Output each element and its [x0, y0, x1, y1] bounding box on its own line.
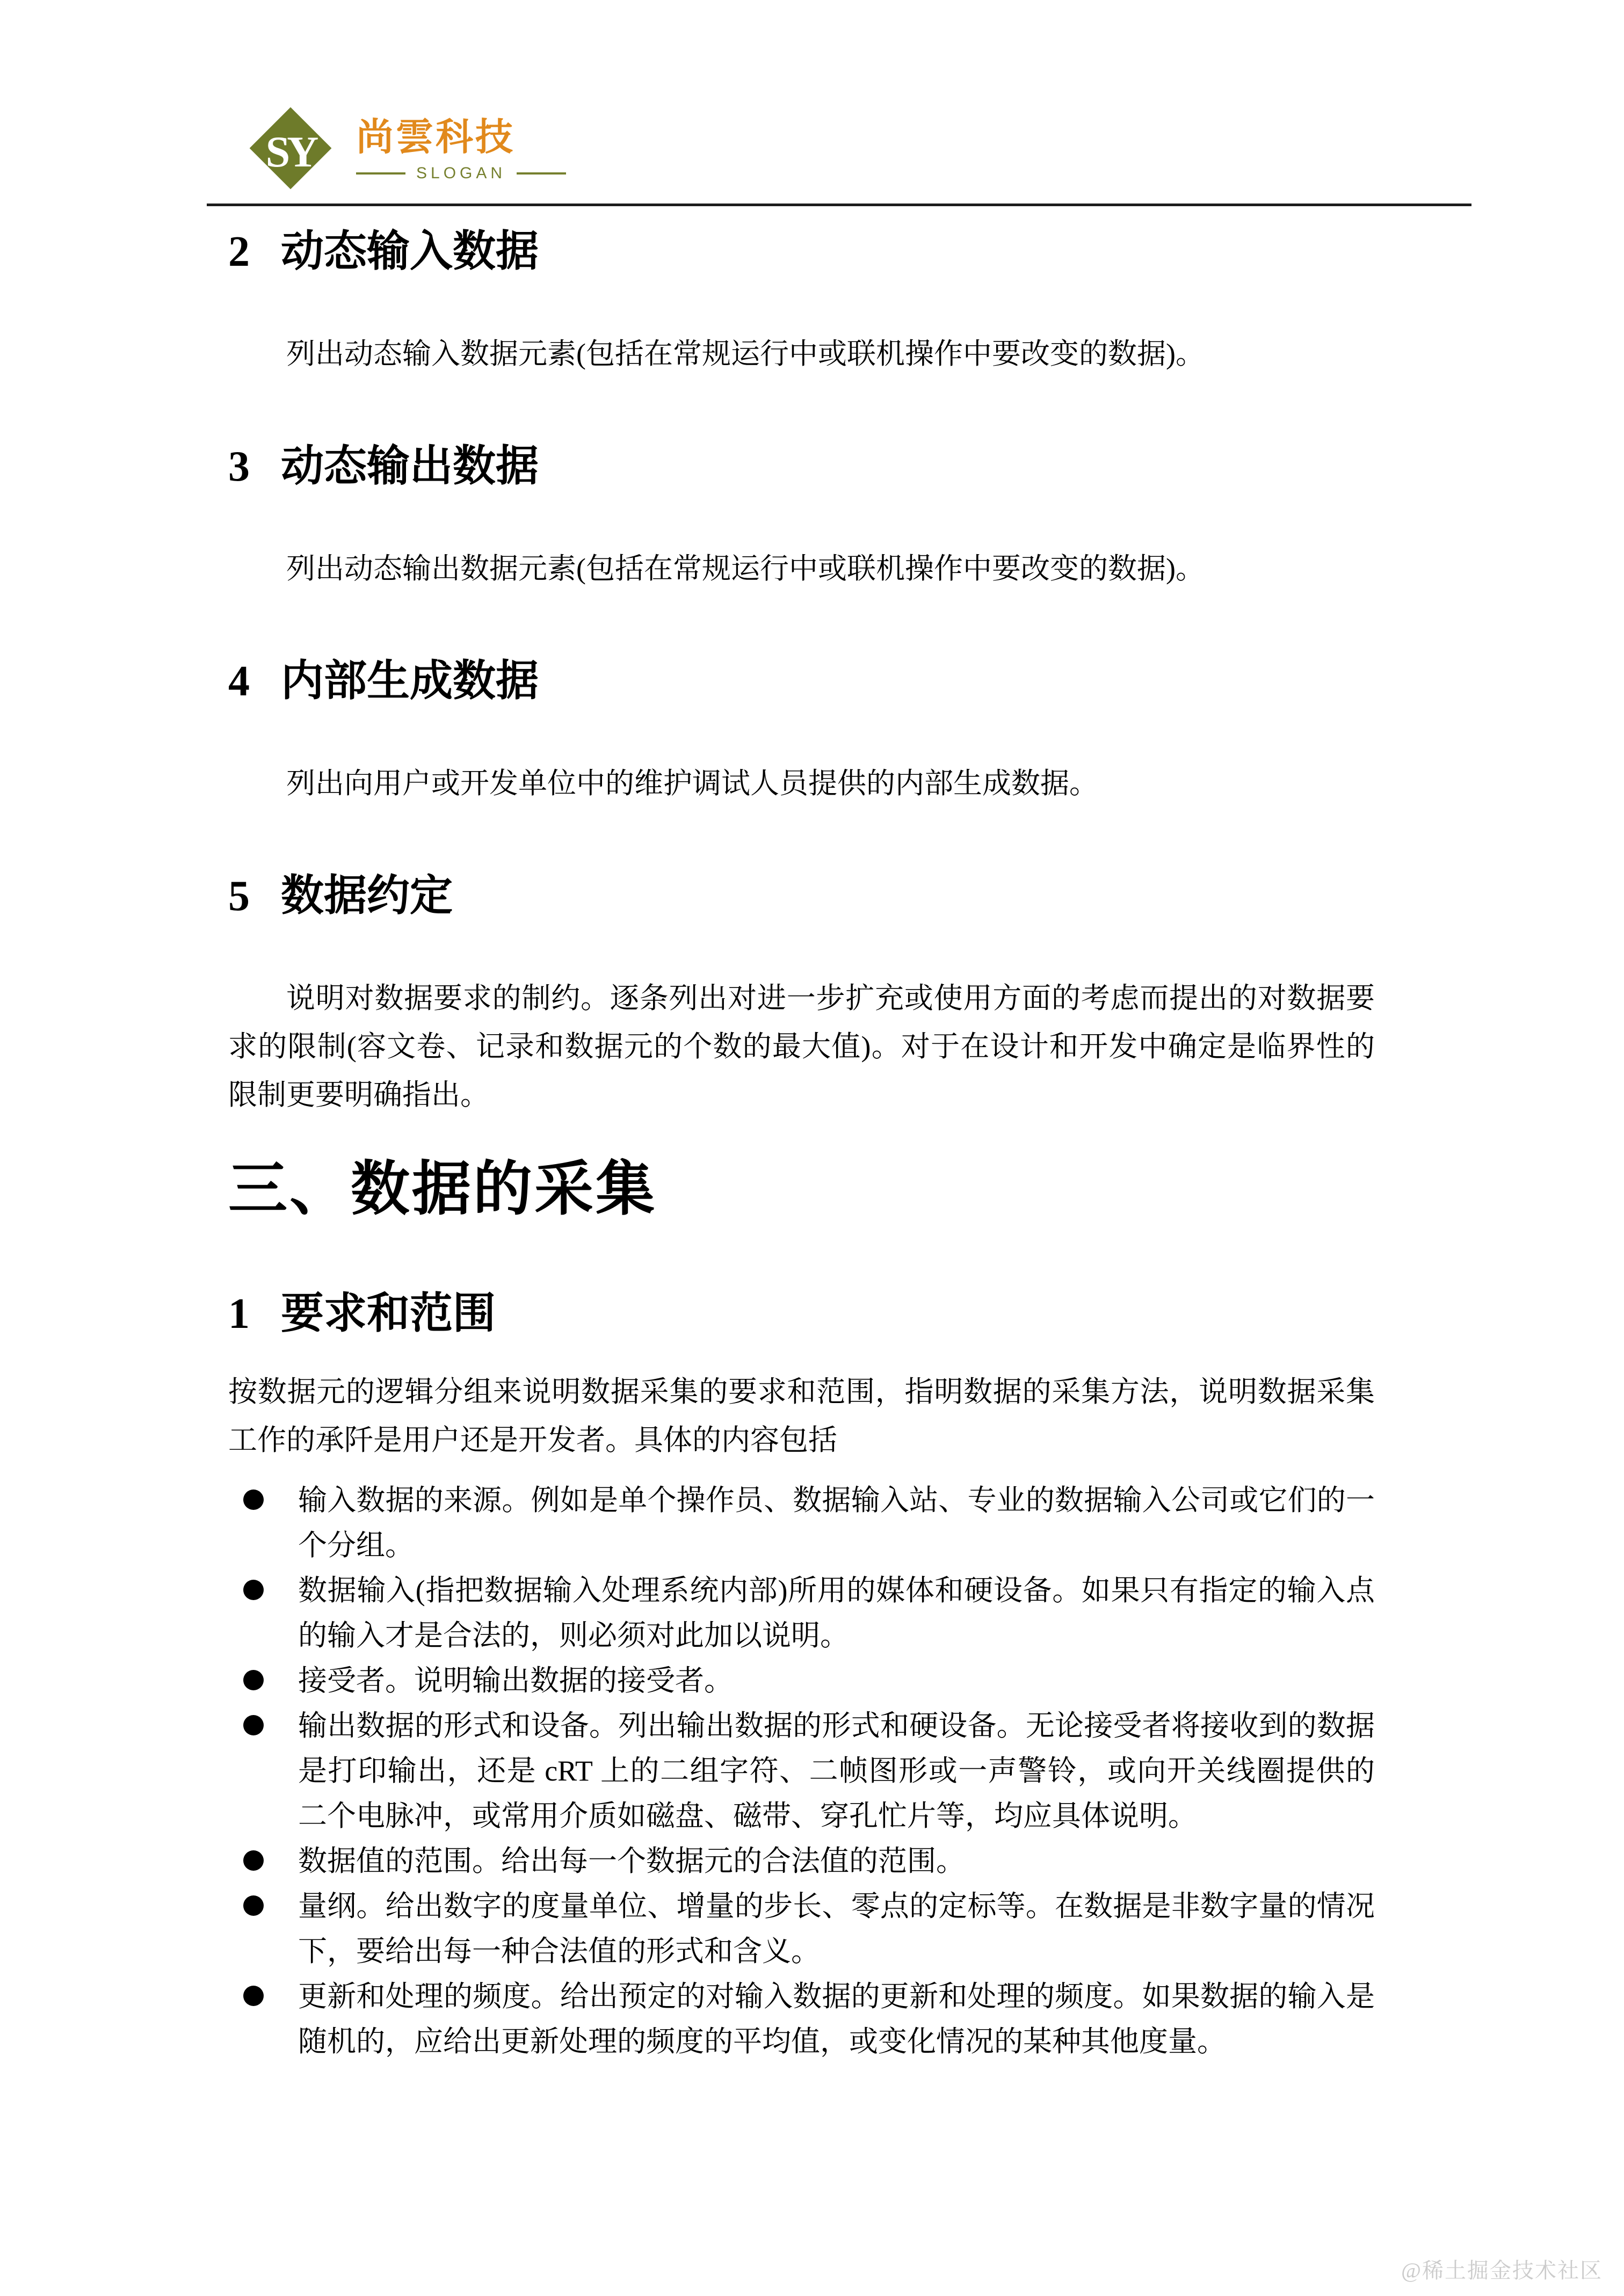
- section-heading-5: [228, 869, 1375, 923]
- list-item: [228, 1884, 1375, 1974]
- list-item: [228, 1658, 1375, 1703]
- brand-slogan-row: [356, 164, 566, 183]
- section-title: 内部生成数据: [281, 658, 539, 705]
- section-title: 动态输出数据: [281, 443, 539, 490]
- section-paragraph: 说明对数据要求的制约。逐条列出对进一步扩充或使用方面的考虑而提出的对数据要求的限制(容文卷、记录和数据元的个数的最大值)。对于在设计和开发中确定是临界性的限制更要明确指出。: [228, 982, 1375, 1111]
- watermark: @稀土掘金技术社区: [1401, 2258, 1603, 2283]
- section-title: 数据约定: [281, 873, 453, 920]
- brand-slogan: SLOGAN: [416, 164, 506, 182]
- bullet-text: 数据值的范围。给出每一个数据元的合法值的范围。: [298, 1845, 965, 1877]
- section-number: 3: [228, 443, 250, 490]
- bullet-icon: [243, 1490, 264, 1510]
- brand-monogram: SY: [265, 127, 316, 176]
- bullet-text: 输入数据的来源。例如是单个操作员、数据输入站、专业的数据输入公司或它们的一个分组。: [298, 1484, 1375, 1561]
- subsection-title: 要求和范围: [281, 1290, 496, 1338]
- section-heading-3: [228, 440, 1375, 493]
- section-paragraph: 列出动态输出数据元素(包括在常规运行中或联机操作中要改变的数据)。: [286, 553, 1205, 585]
- brand-name: 尚雲科技: [356, 117, 515, 158]
- section-heading-2: [228, 225, 1375, 279]
- list-item: [228, 1478, 1375, 1568]
- document-body: [228, 225, 1375, 2064]
- section-number: 4: [228, 658, 250, 705]
- section-number: 5: [228, 873, 250, 920]
- section-paragraph: 列出向用户或开发单位中的维护调试人员提供的内部生成数据。: [286, 767, 1098, 800]
- brand-text: [356, 116, 566, 183]
- bullet-text: 量纲。给出数字的度量单位、增量的步长、零点的定标等。在数据是非数字量的情况下，要给出每一种合法值的形式和含义。: [298, 1890, 1375, 1967]
- bullet-icon: [243, 1670, 264, 1690]
- list-item: [228, 1974, 1375, 2064]
- bullet-text: 接受者。说明输出数据的接受者。: [298, 1665, 733, 1697]
- list-item: [228, 1703, 1375, 1839]
- page-header: [207, 102, 1471, 206]
- brand-mark: [250, 102, 335, 196]
- bullet-list: [228, 1478, 1375, 2064]
- bullet-text: 数据输入(指把数据输入处理系统内部)所用的媒体和硬设备。如果只有指定的输入点的输入才是合法的，则必须对此加以说明。: [298, 1574, 1375, 1652]
- bullet-icon: [243, 1715, 264, 1735]
- slogan-dash-left-icon: [356, 172, 405, 175]
- list-item: [228, 1568, 1375, 1658]
- section-title: 动态输入数据: [281, 228, 539, 275]
- subsection-heading-1: [228, 1287, 1375, 1341]
- section-heading-4: [228, 655, 1375, 708]
- chapter-heading: 三、数据的采集: [228, 1157, 657, 1222]
- bullet-icon: [243, 1895, 264, 1916]
- bullet-icon: [243, 1986, 264, 2006]
- section-paragraph: 列出动态输入数据元素(包括在常规运行中或联机操作中要改变的数据)。: [286, 338, 1205, 370]
- bullet-icon: [243, 1580, 264, 1600]
- bullet-icon: [243, 1850, 264, 1871]
- subsection-number: 1: [228, 1290, 250, 1338]
- intro-paragraph: 按数据元的逻辑分组来说明数据采集的要求和范围，指明数据的采集方法，说明数据采集工作的承阡是用户还是开发者。具体的内容包括: [228, 1376, 1375, 1456]
- bullet-text: 更新和处理的频度。给出预定的对输入数据的更新和处理的频度。如果数据的输入是随机的，应给出更新处理的频度的平均值，或变化情况的某种其他度量。: [298, 1980, 1375, 2058]
- list-item: [228, 1839, 1375, 1884]
- slogan-dash-right-icon: [517, 172, 566, 175]
- section-number: 2: [228, 228, 250, 275]
- brand-logo: [250, 102, 1471, 196]
- bullet-text: 输出数据的形式和设备。列出输出数据的形式和硬设备。无论接受者将接收到的数据是打印输出，还是 cRT 上的二组字符、二帧图形或一声警铃，或向开关线圈提供的二个电脉冲，或常用介质如磁盘、磁带、穿孔忙片等，均应具体说明。: [298, 1710, 1375, 1832]
- header-divider: [207, 204, 1471, 206]
